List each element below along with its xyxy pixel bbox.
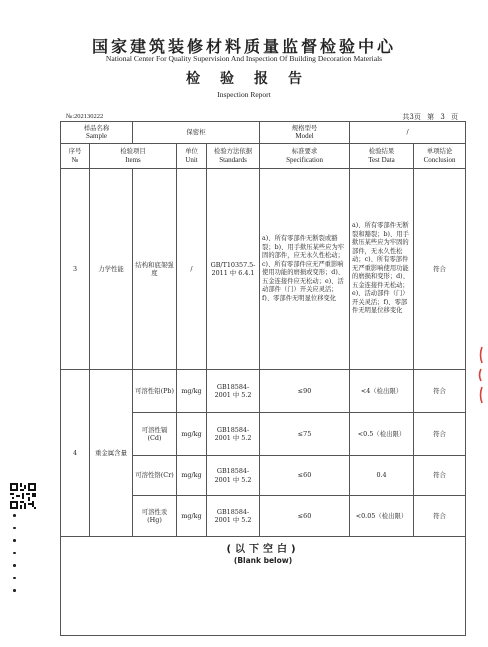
model-label: 规格型号 Model (260, 122, 350, 144)
row-specification: ≤75 (260, 413, 350, 456)
inspection-table (60, 121, 466, 636)
sample-label: 样品名称 Sample (61, 122, 133, 144)
row-category: 力学性能 (90, 169, 133, 370)
row-conclusion: 符合 (414, 169, 466, 370)
col-items: 检验项目 Items (90, 144, 177, 169)
row-result: a)、所有零部件无断裂和豁裂；b)、用手揿压某些应为牢固的部件，无永久性松动；c)、所有零部件无严重影响使用功能的磨损和变形；d)、五金连接件无松动；e)、活动部件（门）开关灵活；f)、零部件无明显位移变化 (350, 169, 414, 370)
row-unit: mg/kg (177, 456, 207, 496)
col-specification: 标准要求 Specification (260, 144, 350, 169)
page-total: 共3页 (402, 113, 421, 121)
report-number: №:202130222 (66, 113, 104, 120)
binding-dot (13, 552, 16, 555)
sample-row (61, 122, 466, 144)
col-no: 序号 № (61, 144, 90, 169)
sample-value: 保密柜 (133, 122, 260, 144)
binding-dot (13, 527, 16, 530)
row-standard: GB/T10357.5-2011 中 6.4.1 (207, 169, 260, 370)
row-item: 可溶性铅(Pb) (133, 370, 177, 413)
col-unit: 单位 Unit (177, 144, 207, 169)
row-conclusion: 符合 (414, 456, 466, 496)
blank-below-cn: (以下空白) (226, 544, 300, 555)
binding-holes (13, 514, 16, 602)
report-title-en: Inspection Report (217, 90, 271, 99)
col-test-data: 检验结果 Test Data (350, 144, 414, 169)
binding-dot (13, 577, 16, 580)
row-unit: / (177, 169, 207, 370)
blank-cell (61, 537, 466, 636)
table-row (61, 370, 466, 413)
row-result: 0.4 (350, 456, 414, 496)
row-result: <4（检出限） (350, 370, 414, 413)
report-title-cn: 检验报告 (186, 71, 322, 87)
row-item: 可溶性镉(Cd) (133, 413, 177, 456)
header-row (61, 144, 466, 169)
row-unit: mg/kg (177, 496, 207, 537)
row-unit: mg/kg (177, 413, 207, 456)
table-row (61, 169, 466, 370)
row-item: 结构和底架强度 (133, 169, 177, 370)
row-specification: ≤90 (260, 370, 350, 413)
binding-dot (13, 589, 16, 592)
row-standard: GB18584-2001 中 5.2 (207, 456, 260, 496)
row-standard: GB18584-2001 中 5.2 (207, 370, 260, 413)
org-title-en: National Center For Quality Supervision And Inspection Of Building Decoration Materials (105, 54, 383, 63)
col-conclusion: 单项结论 Conclusion (414, 144, 466, 169)
row-no: 3 (61, 169, 90, 370)
blank-below-en: (Blank below) (233, 556, 293, 565)
col-standards: 检验方法依据 Standards (207, 144, 260, 169)
row-result: <0.05（检出限） (350, 496, 414, 537)
row-specification: ≤60 (260, 496, 350, 537)
row-specification: a)、所有零部件无断裂或豁裂；b)、用手揿压某些应为牢固的部件，应无永久性松动；c)、所有零部件应无严重影响使用功能的磨损或变形；d)、五金连接件应无松动；e)、活动部件（门）开关应灵活；f)、零部件无明显位移变化 (260, 169, 350, 370)
binding-dot (13, 514, 16, 517)
model-value: / (350, 122, 466, 144)
row-conclusion: 符合 (414, 370, 466, 413)
row-category: 重金属含量 (90, 370, 133, 537)
row-specification: ≤60 (260, 456, 350, 496)
binding-dot (13, 564, 16, 567)
row-standard: GB18584-2001 中 5.2 (207, 496, 260, 537)
blank-row (61, 537, 466, 636)
org-title-cn: 国家建筑装修材料质量监督检验中心 (91, 37, 396, 56)
row-item: 可溶性铬(Cr) (133, 456, 177, 496)
row-conclusion: 符合 (414, 413, 466, 456)
row-item: 可溶性汞(Hg) (133, 496, 177, 537)
row-conclusion: 符合 (414, 496, 466, 537)
row-unit: mg/kg (177, 370, 207, 413)
seal-edge-icon (476, 345, 484, 405)
row-no: 4 (61, 370, 90, 537)
row-standard: GB18584-2001 中 5.2 (207, 413, 260, 456)
qr-code-icon (10, 483, 36, 509)
page-current: 第 3 页 (427, 113, 458, 121)
binding-dot (13, 539, 16, 542)
row-result: <0.5（检出限） (350, 413, 414, 456)
